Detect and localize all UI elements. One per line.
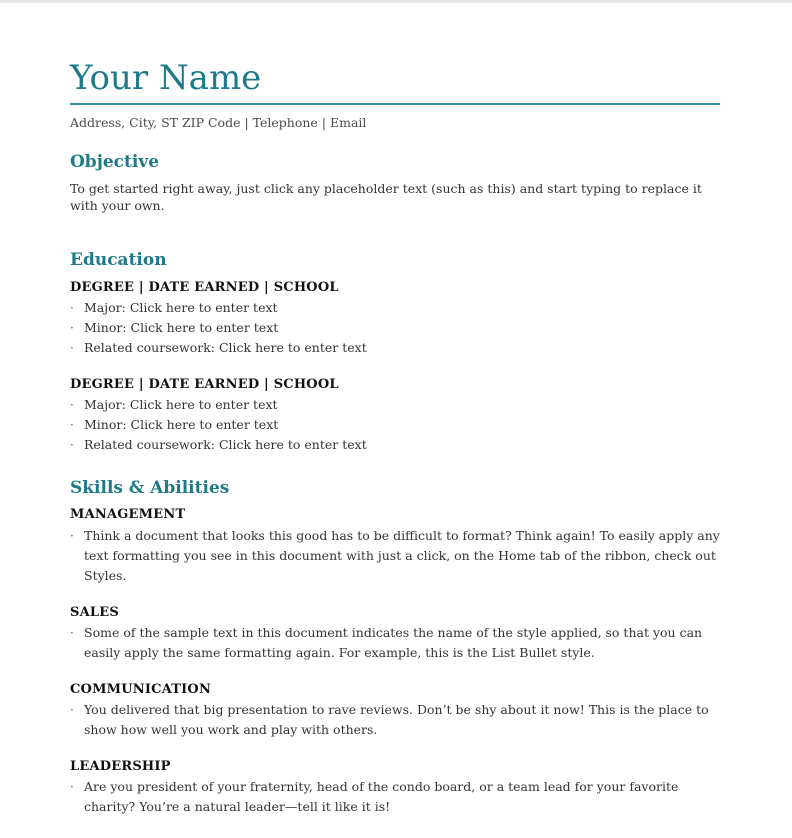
bullet-icon: ·: [70, 438, 74, 452]
list-item[interactable]: · Minor: Click here to enter text: [70, 318, 720, 338]
skills-heading: Skills & Abilities: [70, 478, 230, 498]
list-item[interactable]: · Major: Click here to enter text: [70, 395, 720, 415]
skill-group-title[interactable]: MANAGEMENT: [70, 507, 186, 522]
list-item[interactable]: · Think a document that looks this good has to be difficult to format? Think again! To easily apply any text formatting you see in this document with just a click, on the Home tab of the ribbon, check out Styles.: [70, 528, 720, 583]
skill-group-list: [70, 700, 720, 740]
list-item[interactable]: · Some of the sample text in this document indicates the name of the style applied, so that you can easily apply the same formatting again. For example, this is the List Bullet style.: [70, 625, 703, 660]
education-entry-list: [70, 298, 720, 358]
header-rule: [70, 103, 720, 105]
list-item[interactable]: · You delivered that big presentation to rave reviews. Don’t be shy about it now! This is the place to show how well you work and play with others.: [70, 702, 709, 737]
bullet-icon: ·: [70, 780, 74, 794]
list-item[interactable]: · Major: Click here to enter text: [70, 298, 720, 318]
objective-text[interactable]: To get started right away, just click any placeholder text (such as this) and start typing to replace it with your own.: [70, 181, 702, 213]
skill-group-title[interactable]: COMMUNICATION: [70, 682, 212, 697]
education-entry-list: [70, 395, 720, 455]
list-item[interactable]: · Related coursework: Click here to enter text: [70, 435, 720, 455]
bullet-icon: ·: [70, 398, 74, 412]
list-item[interactable]: · Related coursework: Click here to enter text: [70, 338, 720, 358]
bullet-icon: ·: [70, 341, 74, 355]
education-entry-title[interactable]: DEGREE | DATE EARNED | SCHOOL: [70, 280, 339, 295]
list-item[interactable]: · Minor: Click here to enter text: [70, 415, 720, 435]
contact-line[interactable]: Address, City, ST ZIP Code | Telephone | Email: [70, 115, 367, 130]
objective-heading: Objective: [70, 152, 160, 172]
skill-group-list: [70, 777, 720, 817]
bullet-icon: ·: [70, 418, 74, 432]
bullet-icon: ·: [70, 529, 74, 543]
list-item[interactable]: · Are you president of your fraternity, head of the condo board, or a team lead for your favorite charity? You’re a natural leader—tell it like it is!: [70, 779, 679, 814]
bullet-icon: ·: [70, 626, 74, 640]
education-entry-title[interactable]: DEGREE | DATE EARNED | SCHOOL: [70, 377, 339, 392]
education-heading: Education: [70, 250, 167, 270]
skill-group-list: [70, 526, 720, 586]
resume-name[interactable]: Your Name: [70, 58, 262, 98]
skill-group-list: [70, 623, 720, 663]
window-top-border: [0, 0, 792, 3]
skill-group-title[interactable]: SALES: [70, 605, 119, 620]
bullet-icon: ·: [70, 703, 74, 717]
bullet-icon: ·: [70, 301, 74, 315]
skill-group-title[interactable]: LEADERSHIP: [70, 759, 171, 774]
bullet-icon: ·: [70, 321, 74, 335]
